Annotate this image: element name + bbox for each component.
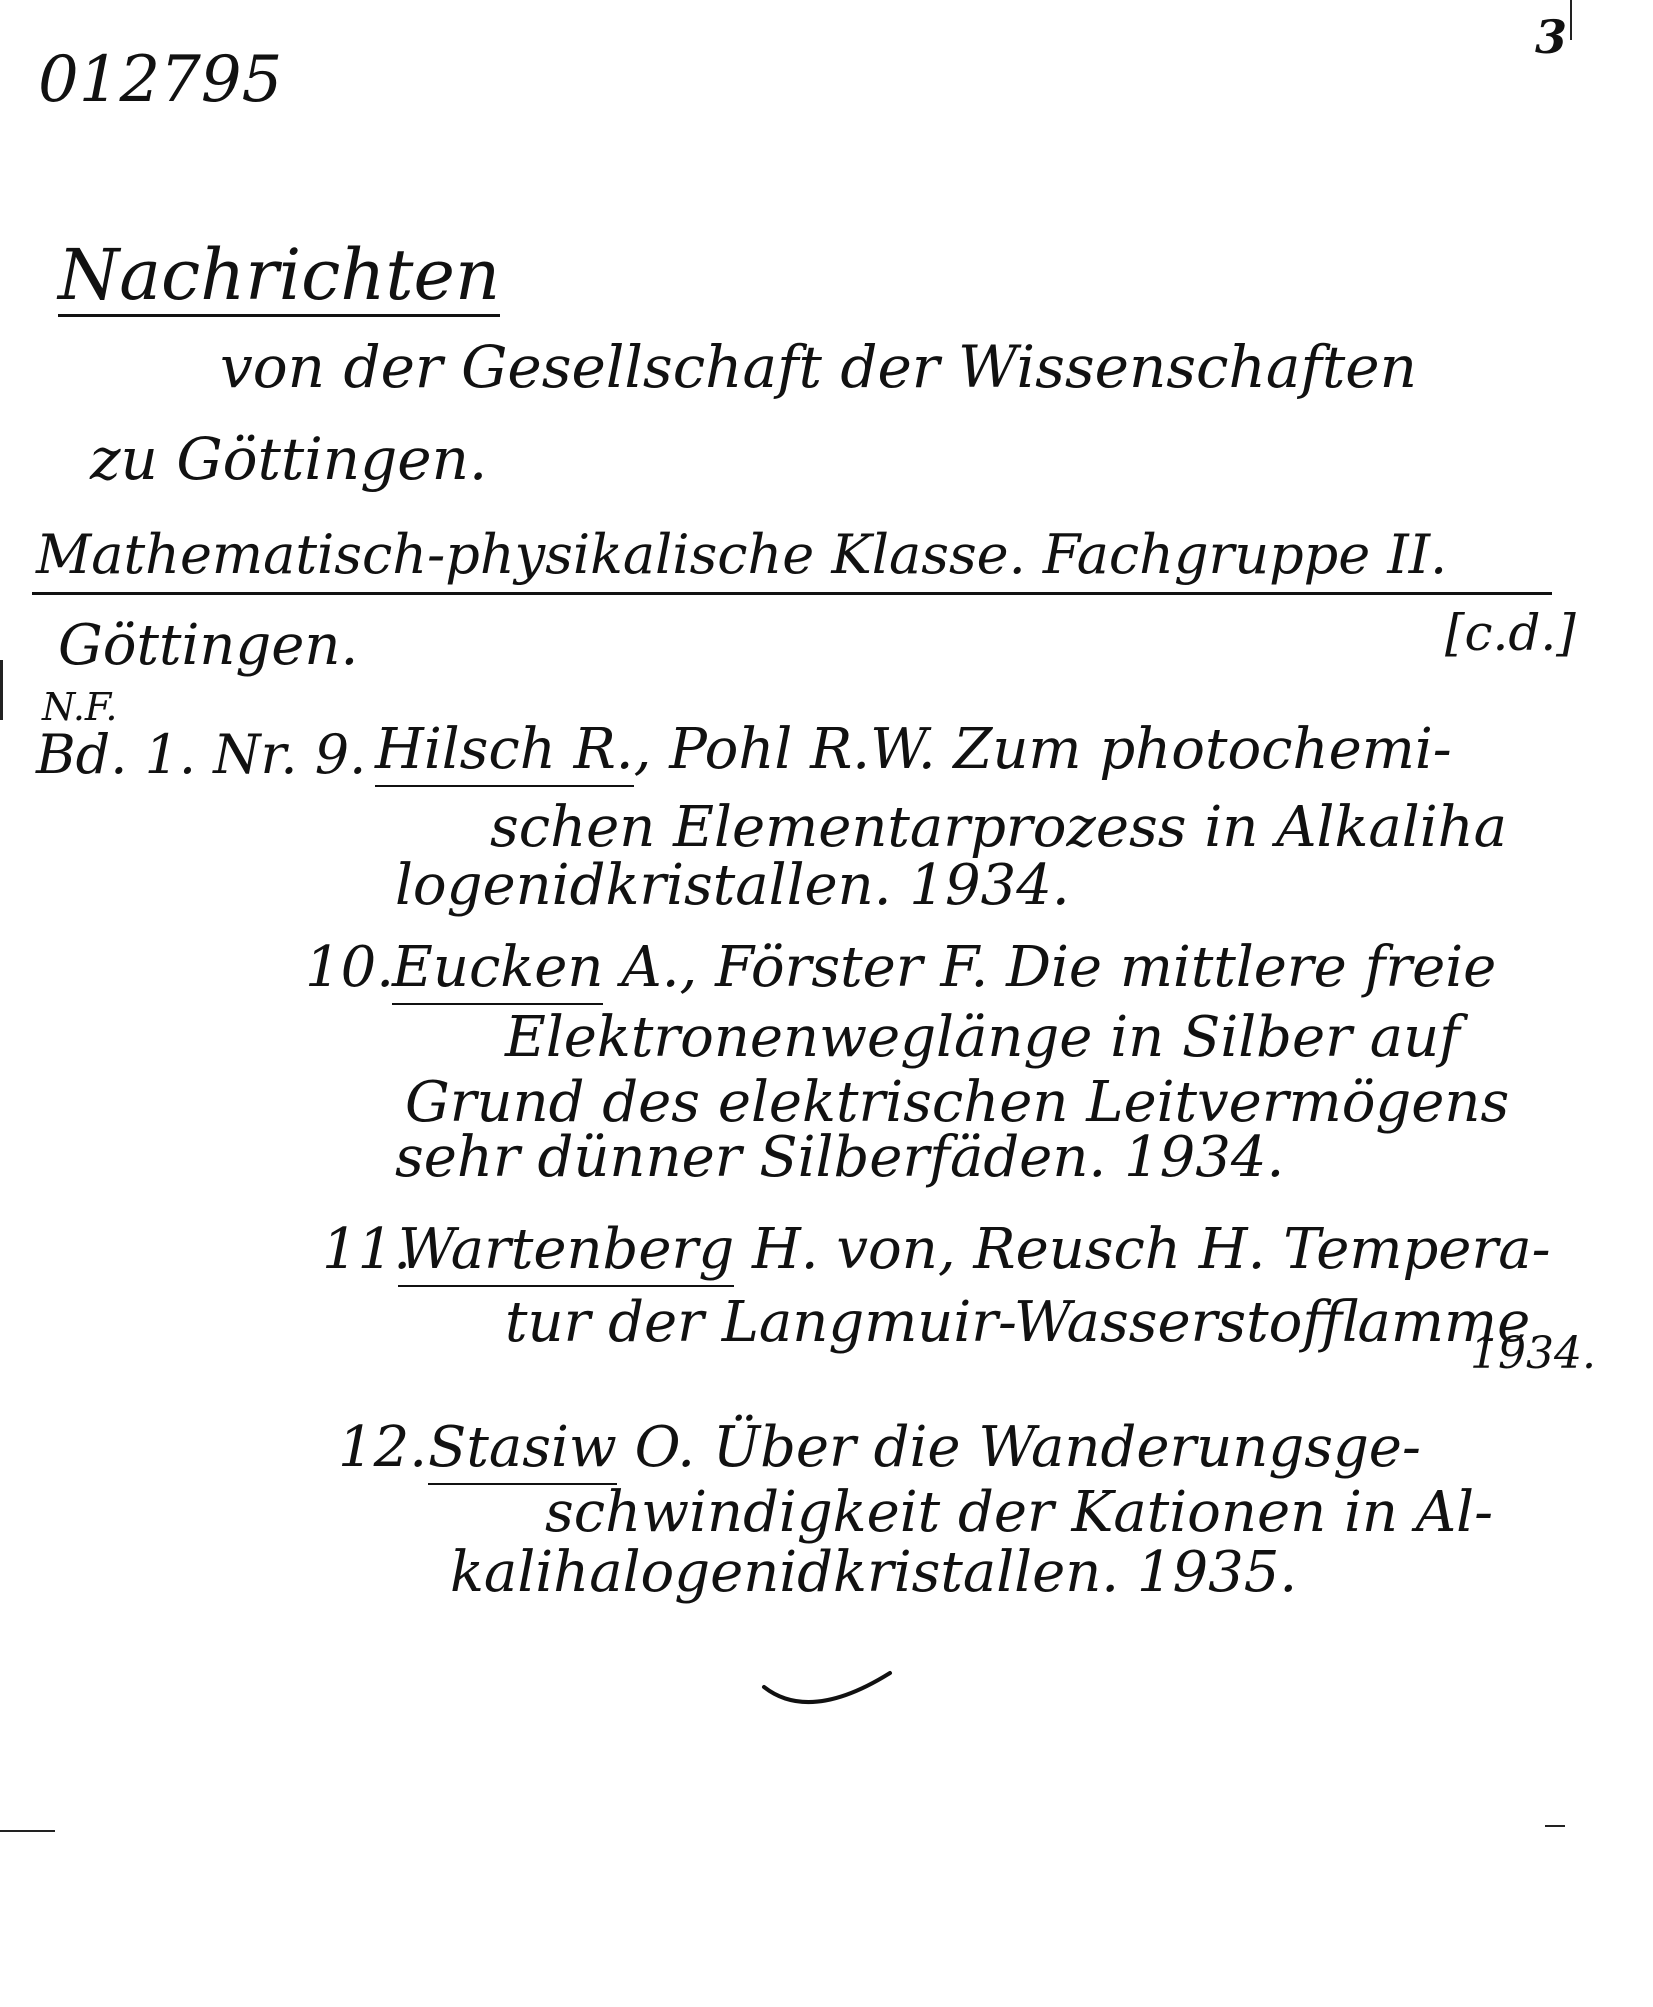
entry-line: schwindigkeit der Kationen in Al- <box>545 1480 1494 1545</box>
card-title: Nachrichten <box>58 234 501 316</box>
entry-line: tur der Langmuir-Wasserstofflamme <box>505 1290 1531 1355</box>
entry-text: , Pohl R.W. Zum photochemi- <box>633 717 1452 782</box>
shelf-mark: [c.d.] <box>1445 604 1576 662</box>
entry-author: Wartenberg <box>398 1217 734 1287</box>
place: Göttingen. <box>58 613 359 678</box>
subtitle-line-1: von der Gesellschaft der Wissenschaften <box>220 333 1417 401</box>
scan-mark <box>1545 1825 1565 1827</box>
entry-first-line <box>375 717 1452 782</box>
entry-author: Hilsch R. <box>375 717 634 787</box>
entry-line: logenidkristallen. 1934. <box>395 853 1070 918</box>
end-flourish <box>760 1665 900 1725</box>
entry-first-line <box>398 1217 1551 1282</box>
entry-author: Eucken <box>392 935 603 1005</box>
series-underline <box>32 592 1552 595</box>
entry-first-line <box>428 1415 1421 1480</box>
entry-number: 12. <box>338 1415 428 1480</box>
entry-line: Grund des elektrischen Leitvermögens <box>405 1070 1510 1135</box>
entry-number: 10. <box>305 935 395 1000</box>
scan-mark <box>0 660 3 720</box>
series-heading: Mathematisch-physikalische Klasse. Fachgruppe II. <box>36 523 1448 586</box>
page-number: 3 <box>1535 10 1568 64</box>
entry-text: H. von, Reusch H. Tempera- <box>734 1217 1551 1282</box>
scan-mark <box>0 1830 55 1832</box>
entry-text: A., Förster F. Die mittlere freie <box>603 935 1497 1000</box>
entry-number: 11. <box>322 1217 412 1282</box>
entry-first-line <box>392 935 1497 1000</box>
entry-line: sehr dünner Silberfäden. 1934. <box>395 1125 1285 1190</box>
entry-author: Stasiw <box>428 1415 617 1485</box>
volume-prefix: N.F. <box>42 685 118 729</box>
catalog-number: 012795 <box>38 43 283 117</box>
entry-line: Elektronenweglänge in Silber auf <box>505 1005 1460 1070</box>
entry-line: 1934. <box>1470 1328 1596 1379</box>
entry-text: O. Über die Wanderungsge- <box>616 1415 1421 1480</box>
entry-line: schen Elementarprozess in Alkaliha <box>490 795 1508 860</box>
volume-label: Bd. 1. Nr. 9. <box>36 723 367 786</box>
subtitle-line-2: zu Göttingen. <box>90 425 488 493</box>
entry-line: kalihalogenidkristallen. 1935. <box>450 1540 1298 1605</box>
scan-mark <box>1570 0 1572 40</box>
